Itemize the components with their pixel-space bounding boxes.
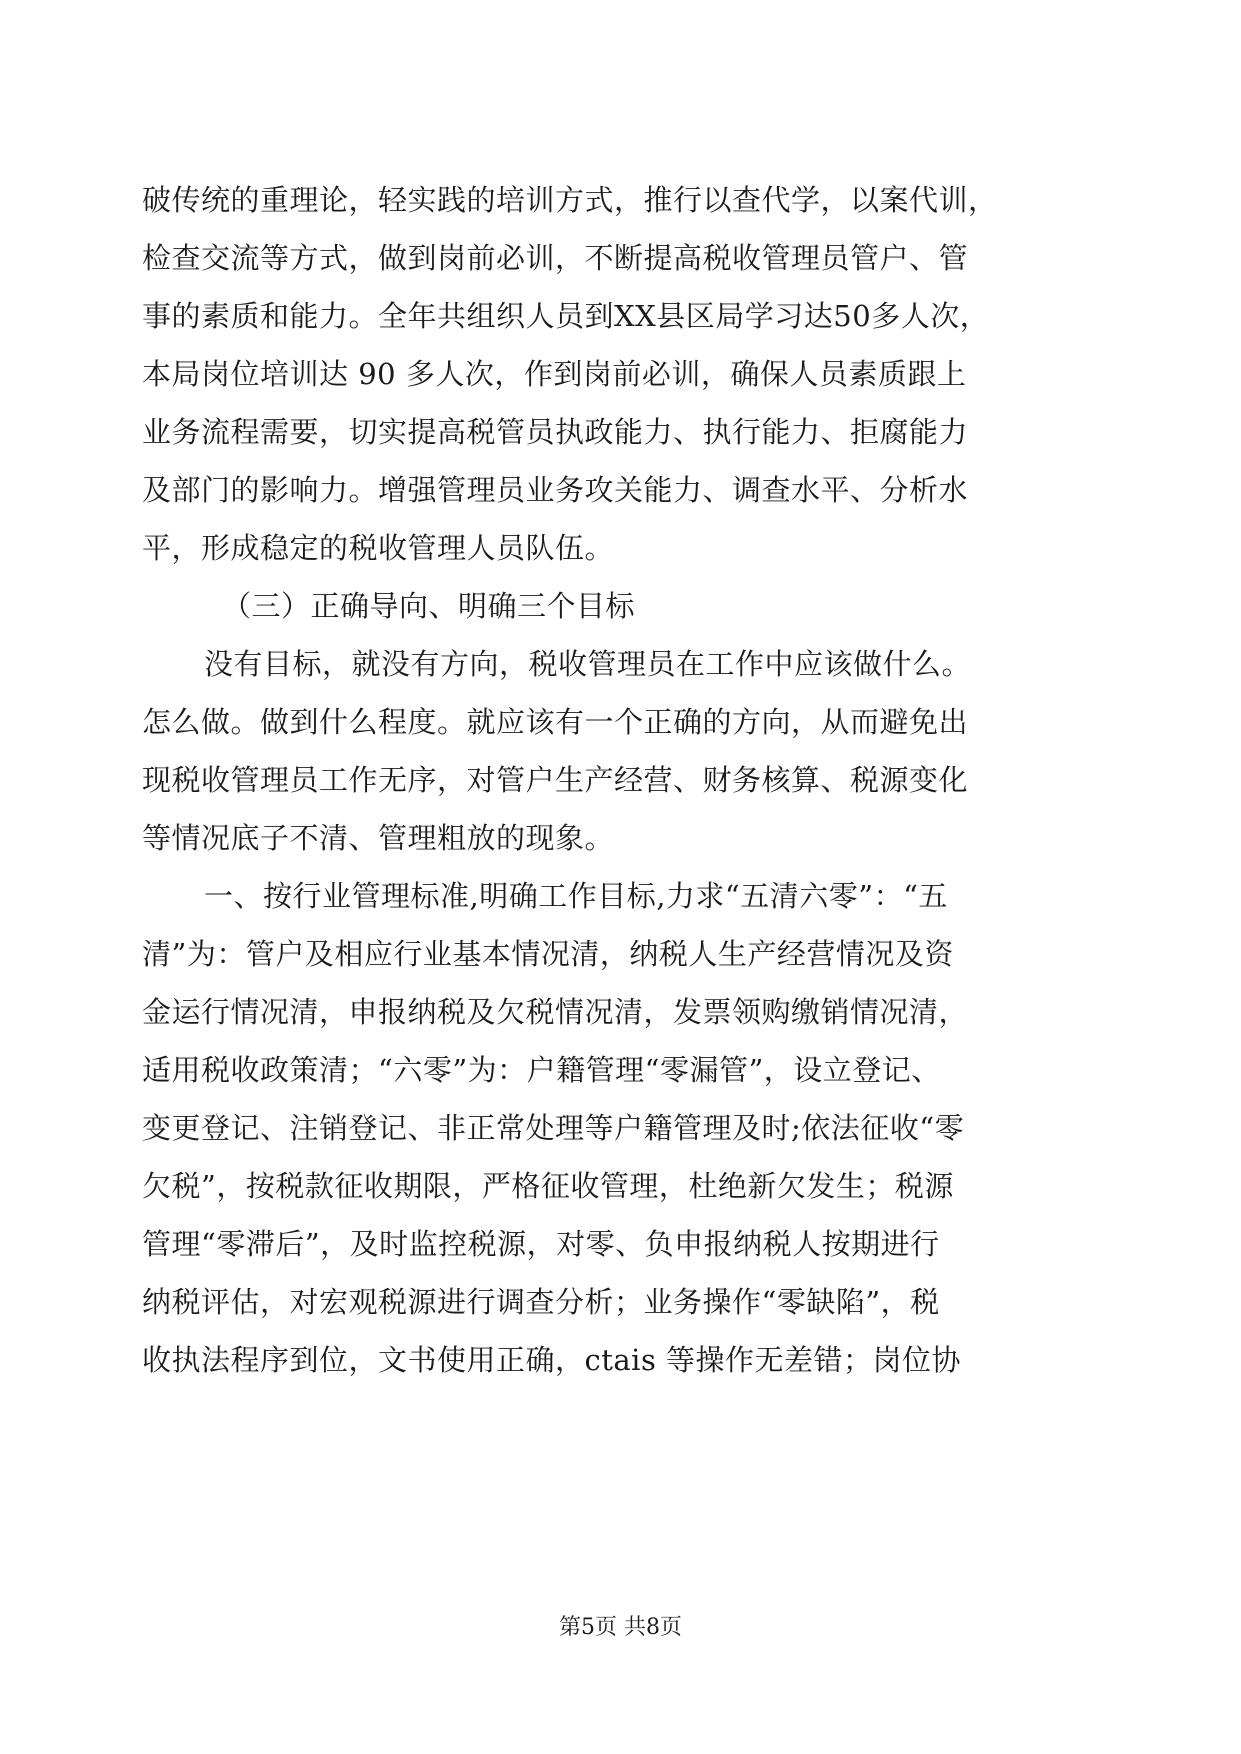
text-line: 破传统的重理论，轻实践的培训方式，推行以查代学，以案代训，: [142, 183, 998, 217]
text-line: 本局岗位培训达 90 多人次，作到岗前必训，确保人员素质跟上: [142, 357, 967, 391]
text-line: 变更登记、注销登记、非正常处理等户籍管理及时;依法征收“零: [142, 1111, 965, 1145]
page-footer: 第5页 共8页: [559, 1615, 682, 1640]
text-line: 管理“零滞后”，及时监控税源，对零、负申报纳税人按期进行: [142, 1227, 940, 1261]
text-line: 现税收管理员工作无序，对管户生产经营、财务核算、税源变化: [142, 763, 969, 797]
text-line: 纳税评估，对宏观税源进行调查分析；业务操作“零缺陷”，税: [142, 1285, 940, 1319]
text-line: 适用税收政策清；“六零”为：户籍管理“零漏管”，设立登记、: [142, 1053, 941, 1087]
section-heading: （三）正确导向、明确三个目标: [222, 589, 636, 623]
text-line: 检查交流等方式，做到岗前必训，不断提高税收管理员管户、管: [142, 241, 969, 275]
text-line: 怎么做。做到什么程度。就应该有一个正确的方向，从而避免出: [142, 705, 969, 739]
text-line: 收执法程序到位，文书使用正确，ctais 等操作无差错；岗位协: [142, 1343, 962, 1377]
text-line: 事的素质和能力。全年共组织人员到XX县区局学习达50多人次，: [142, 299, 990, 333]
text-line: 业务流程需要，切实提高税管员执政能力、执行能力、拒腐能力: [142, 415, 969, 449]
text-line: 平，形成稳定的税收管理人员队伍。: [142, 531, 615, 565]
text-line: 没有目标，就没有方向，税收管理员在工作中应该做什么。: [204, 647, 972, 681]
text-line: 清”为：管户及相应行业基本情况清，纳税人生产经营情况及资: [142, 937, 954, 971]
text-line: 欠税”，按税款征收期限，严格征收管理，杜绝新欠发生；税源: [142, 1169, 954, 1203]
text-line: 等情况底子不清、管理粗放的现象。: [142, 821, 615, 855]
text-line: 一、按行业管理标准,明确工作目标,力求“五清六零”：“五: [204, 879, 948, 913]
text-line: 金运行情况清，申报纳税及欠税情况清，发票领购缴销情况清，: [142, 995, 969, 1029]
text-line: 及部门的影响力。增强管理员业务攻关能力、调查水平、分析水: [142, 473, 969, 507]
